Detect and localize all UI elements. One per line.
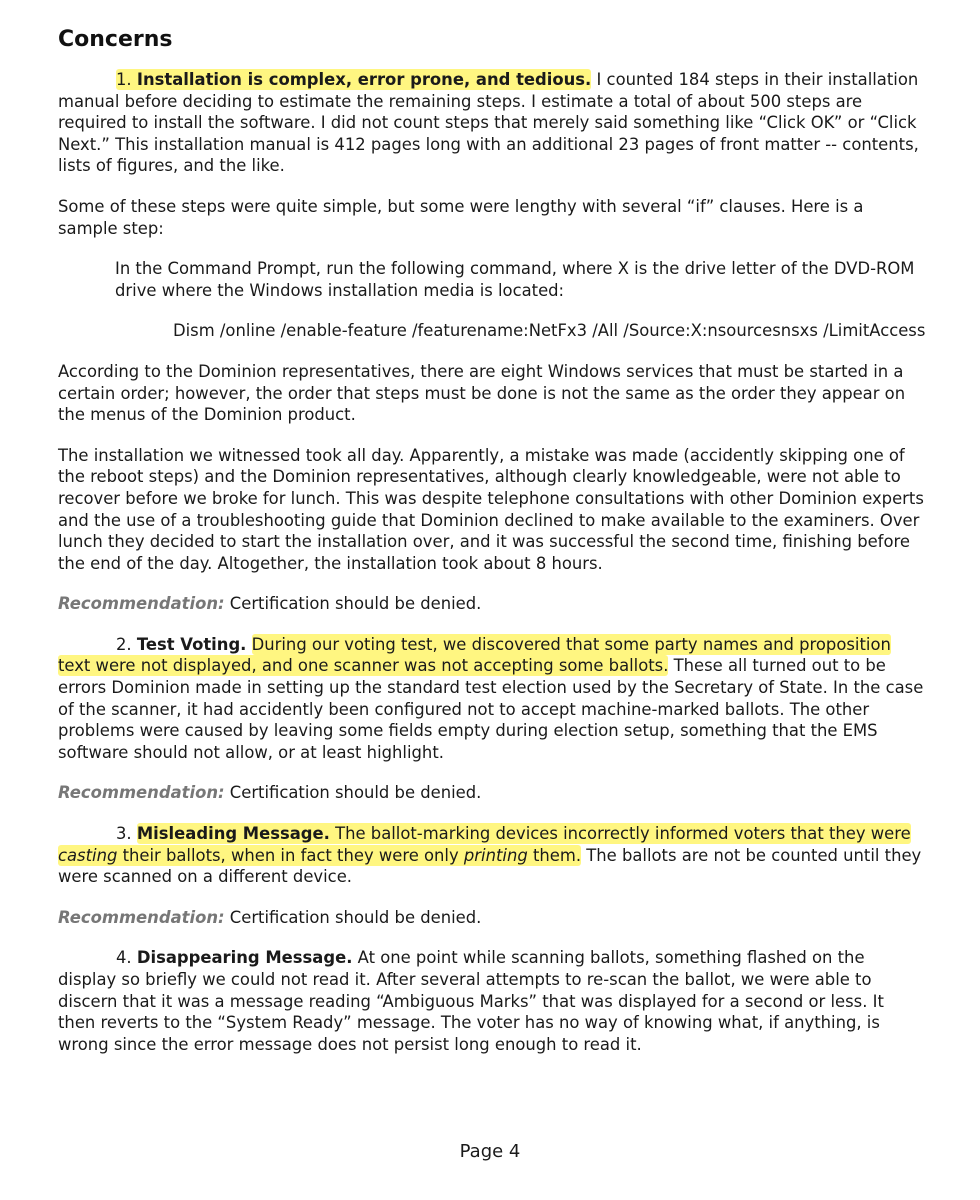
page-number: Page 4 bbox=[459, 1141, 521, 1162]
recommendation-3 bbox=[58, 907, 926, 929]
concern-2-body: These all turned out to be errors Dominion made in setting up the standard test election used by the Secretary of State. In the case of the scanner, it had accidently been configured not to accept machine-marked ballots. The other problems were caused by leaving some fields empty during election setup, something that the EMS software should not allow, or at least highlight. bbox=[58, 656, 924, 762]
concern-3-text-a: The ballot-marking devices incorrectly informed voters that they were bbox=[335, 824, 911, 844]
concern-3-emphasis-casting: casting bbox=[58, 845, 118, 865]
concern-3-text-c: them. bbox=[527, 845, 582, 865]
concern-3-number: 3. bbox=[116, 824, 137, 844]
document-page bbox=[58, 26, 926, 1074]
recommendation-label: Recommendation: bbox=[58, 594, 225, 614]
recommendation-2 bbox=[58, 782, 926, 804]
recommendation-1 bbox=[58, 593, 926, 615]
installation-paragraph: The installation we witnessed took all day. Apparently, a mistake was made (accidently skipping one of the reboot steps) and the Dominion representatives, although clearly knowledgeable, were not able to recover before we broke for lunch. This was despite telephone consultations with other Dominion experts and the use of a troubleshooting guide that Dominion declined to make available to the examiners. Over lunch they decided to start the installation over, and it was successful the second time, finishing before the end of the day. Altogether, the installation took about 8 hours. bbox=[58, 445, 924, 573]
sample-step-block bbox=[58, 258, 926, 342]
section-heading: Concerns bbox=[58, 27, 173, 52]
recommendation-text: Certification should be denied. bbox=[224, 783, 482, 803]
concern-3-body: The ballots are not be counted until they were scanned on a different device. bbox=[58, 845, 922, 887]
services-paragraph: According to the Dominion representatives, there are eight Windows services that must be started in a certain order; however, the order that steps must be done is not the same as the order they appear on the menus of the Dominion product. bbox=[58, 361, 906, 425]
concern-1-highlight bbox=[116, 69, 591, 90]
concern-4 bbox=[58, 947, 926, 1055]
concern-3-emphasis-printing: printing bbox=[463, 845, 528, 865]
concern-1-number: 1. bbox=[116, 70, 132, 89]
recommendation-label: Recommendation: bbox=[58, 783, 225, 803]
steps-paragraph: Some of these steps were quite simple, but some were lengthy with several “if” clauses. Here is a sample step: bbox=[58, 196, 864, 238]
recommendation-label: Recommendation: bbox=[58, 907, 225, 927]
concern-4-body: At one point while scanning ballots, something flashed on the display so briefly we could not read it. After several attempts to re-scan the ballot, we were able to discern that it was a message reading “Ambiguous Marks” that was displayed for a second or less. It then reverts to the “System Ready” message. The voter has no way of knowing what, if anything, is wrong since the error message does not persist long enough to read it. bbox=[58, 948, 884, 1054]
sample-command: Dism /online /enable-feature /featurename:NetFx3 /All /Source:X:nsourcesnsxs /LimitAccess bbox=[173, 321, 926, 341]
concern-1-title: Installation is complex, error prone, and tedious. bbox=[136, 70, 592, 89]
concern-2 bbox=[58, 634, 926, 764]
concern-3-text-b: their ballots, when in fact they were only bbox=[117, 845, 464, 865]
concern-2-number: 2. bbox=[116, 634, 137, 654]
concern-3 bbox=[58, 823, 926, 888]
concern-1 bbox=[58, 69, 926, 177]
sample-step-text: In the Command Prompt, run the following command, where X is the drive letter of the DVD-ROM drive where the Windows installation media is located: bbox=[115, 259, 915, 300]
recommendation-text: Certification should be denied. bbox=[224, 907, 482, 927]
concern-2-title: Test Voting. bbox=[136, 634, 247, 654]
concern-4-title: Disappearing Message. bbox=[136, 948, 353, 968]
concern-4-number: 4. bbox=[116, 948, 137, 968]
concern-3-title: Misleading Message. bbox=[136, 824, 330, 844]
concern-1-body: I counted 184 steps in their installation manual before deciding to estimate the remaining steps. I estimate a total of about 500 steps are required to install the software. I did not count steps that merely said something like “Click OK” or “Click Next.” This installation manual is 412 pages long with an additional 23 pages of front matter -- contents, lists of figures, and the like. bbox=[58, 70, 919, 176]
recommendation-text: Certification should be denied. bbox=[224, 594, 482, 614]
concern-2-highlight: During our voting test, we discovered that some party names and proposition text were not displayed, and one scanner was not accepting some ballots. bbox=[58, 634, 891, 676]
